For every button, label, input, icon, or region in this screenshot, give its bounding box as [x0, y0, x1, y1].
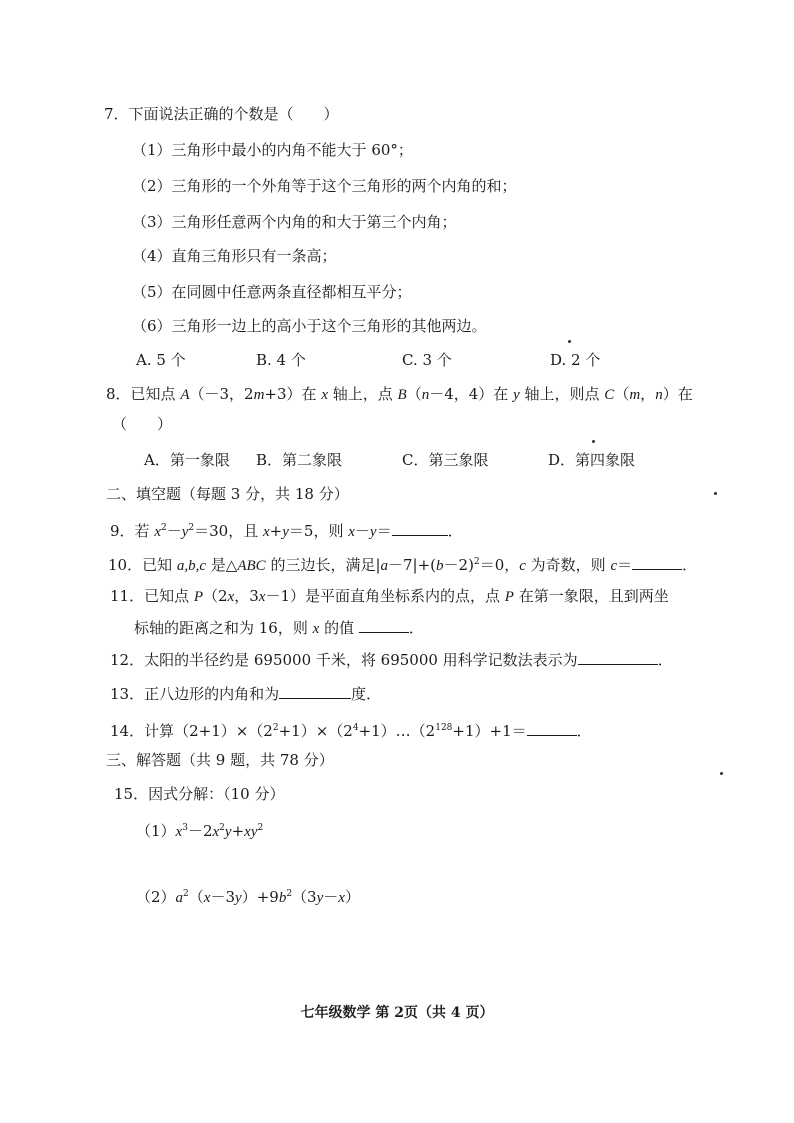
q7-item-3: （3）三角形任意两个内角的和大于第三个内角；	[132, 213, 457, 231]
q7-option-d: D. 2 个	[550, 351, 601, 369]
q14: 14．计算$(2+1)\times(2^2+1)\times(2^4+1)\dots(2^{128}+1)+1=$ ．	[110, 722, 592, 740]
q7-item-6: （6）三角形一边上的高小于这个三角形的其他两边。	[132, 317, 487, 335]
q7-item-2: （2）三角形的一个外角等于这个三角形的两个内角的和；	[132, 177, 517, 195]
q7-option-c: C. 3 个	[402, 351, 452, 369]
q7-option-b: B. 4 个	[256, 351, 306, 369]
section-2-heading: 二、填空题（每题 3 分，共 18 分）	[106, 485, 349, 503]
q7-option-a: A. 5 个	[136, 351, 186, 369]
q7-stem: 7．下面说法正确的个数是（ ）	[104, 105, 339, 123]
q8-option-b: B．第二象限	[256, 451, 343, 469]
page-footer: 七年级数学 第 2页（共 4 页）	[300, 1005, 494, 1021]
q7-item-1: （1）三角形中最小的内角不能大于 60°；	[132, 141, 413, 159]
q15-sub-2: $(2)a^2(x-3y)+9b^2(3y-x)$	[136, 888, 360, 906]
section-3-heading: 三、解答题（共 9 题，共 78 分）	[106, 751, 334, 769]
scan-speck	[720, 772, 723, 775]
q8-stem: 8．已知点 A（－3，2m+3）在 x 轴上，点 B（n－4，4）在 y 轴上，则点 C（m，n）在	[106, 385, 693, 403]
q12-answer-blank	[578, 650, 658, 665]
q11-line-1: 11．已知点 P（2x，3x－1）是平面直角坐标系内的点，点 P 在第一象限，且到两坐	[110, 587, 669, 605]
q15-sub-1: $(1)x^3-2x^2y+xy^2$	[136, 822, 264, 840]
q13-answer-blank	[279, 684, 351, 699]
q13: 13．正八边形的内角和为 度．	[110, 685, 382, 703]
q7-item-4: （4）直角三角形只有一条高；	[132, 247, 337, 265]
q7-item-5: （5）在同圆中任意两条直径都相互平分；	[132, 283, 412, 301]
scan-speck	[568, 340, 571, 343]
q12: 12．太阳的半径约是 695000 千米，将 695000 用科学记数法表示为 ．	[110, 651, 673, 669]
q15-stem: 15．因式分解：（10 分）	[114, 785, 285, 803]
q11-answer-blank	[359, 618, 409, 633]
q11-line-2: 标轴的距离之和为 16，则 x 的值 ．	[134, 619, 424, 637]
scan-speck	[714, 492, 717, 495]
q8-option-a: A．第一象限	[144, 451, 230, 469]
q8-option-c: C．第三象限	[402, 451, 489, 469]
q8-option-d: D．第四象限	[548, 451, 636, 469]
q8-paren: （ ）	[112, 415, 173, 433]
q10-answer-blank	[632, 555, 682, 570]
scan-speck	[592, 440, 595, 443]
q10: 10．已知 a,b,c 是△ABC 的三边长，满足$|a-7|+(b-2)^2=0$，c 为奇数，则 c＝ ．	[108, 556, 698, 574]
q9-answer-blank	[392, 521, 448, 536]
q9: 9．若 $x^2-y^2=30$，且 x+y＝5，则 x－y＝ ．	[110, 522, 463, 540]
q14-answer-blank	[527, 721, 577, 736]
